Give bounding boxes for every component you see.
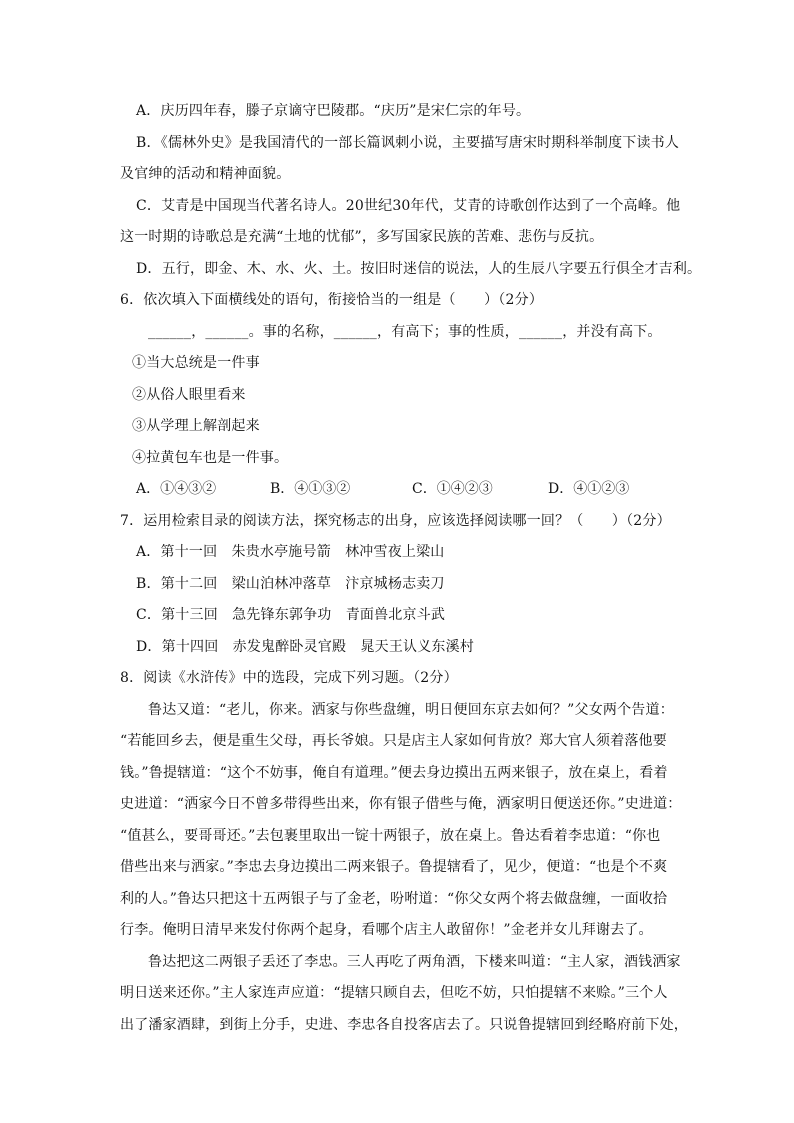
q8-passage-line-4: 史进道：“洒家今日不曾多带得些出来，你有银子借些与俺，洒家明日便送还你。”史进道： <box>120 796 682 812</box>
q8-passage-line-1: 鲁达又道：“老儿，你来。洒家与你些盘缠，明日便回东京去如何？”父女两个告道： <box>148 701 674 718</box>
q7-option-a: A．第十一回 朱贵水亭施号箭 林冲雪夜上梁山 <box>136 544 445 560</box>
q8-passage-line-7: 利的人。”鲁达只把这十五两银子与了金老，吩咐道：“你父女两个将去做盘缠，一面收拾 <box>120 890 668 907</box>
q6-choice-c: C．①④②③ <box>412 481 493 497</box>
q5-option-c-line1: C．艾青是中国现当代著名诗人。20世纪30年代，艾青的诗歌创作达到了一个高峰。他 <box>136 197 681 214</box>
q6-choice-b: B．④①③② <box>270 481 351 497</box>
q7-option-c: C．第十三回 急先锋东郭争功 青面兽北京斗武 <box>136 607 446 623</box>
q6-item-4: ④拉黄包车也是一件事。 <box>132 449 289 466</box>
q6-choices <box>0 474 794 506</box>
q8-stem: 8．阅读《水浒传》中的选段，完成下列习题。（2分） <box>120 670 458 686</box>
q8-passage-line-8: 行李。俺明日清早来发付你两个起身，看哪个店主人敢留你！”金老并女儿拜谢去了。 <box>120 922 653 938</box>
q8-passage-line-10: 明日送来还你。”主人家连声应道：“提辖只顾自去，但吃不妨，只怕提辖不来赊。”三个人 <box>120 985 668 1001</box>
q5-option-c-line2: 这一时期的诗歌总是充满“土地的忧郁”，多写国家民族的苦难、悲伤与反抗。 <box>120 229 604 245</box>
q8-passage-line-5: “值甚么，要哥哥还。”去包裹里取出一锭十两银子，放在桌上。鲁达看着李忠道：“你也 <box>120 827 661 844</box>
q8-passage-line-6: 借些出来与洒家。”李忠去身边摸出二两来银子。鲁提辖看了，见少，便道：“也是个不爽 <box>120 859 668 875</box>
q8-passage-line-2: “若能回乡去，便是重生父母，再长爷娘。只是店主人家如何肯放？郑大官人须着落他要 <box>120 733 667 749</box>
q5-option-b-line2: 及官绅的活动和精神面貌。 <box>120 166 291 182</box>
q7-stem: 7．运用检索目录的阅读方法，探究杨志的出身，应该选择阅读哪一回？（ ）（2分） <box>120 512 671 529</box>
q6-choice-d: D．④①②③ <box>548 481 630 497</box>
q7-option-b: B．第十二回 梁山泊林冲落草 汴京城杨志卖刀 <box>136 575 445 592</box>
exam-content <box>0 96 794 1041</box>
q8-passage-line-9: 鲁达把这二两银子丢还了李忠。三人再吃了两角酒，下楼来叫道：“主人家，酒钱洒家 <box>148 953 681 970</box>
q8-passage-line-3: 钱。”鲁提辖道：“这个不妨事，俺自有道理。”便去身边摸出五两来银子，放在桌上，看着 <box>120 764 668 781</box>
q6-stem: 6．依次填入下面横线处的语句，衔接恰当的一组是（ ）（2分） <box>120 292 544 308</box>
q8-passage-line-11: 出了潘家酒肆，到街上分手，史进、李忠各自投客店去了。只说鲁提辖回到经略府前下处， <box>120 1016 688 1033</box>
q6-item-3: ③从学理上解剖起来 <box>132 418 260 434</box>
q6-item-2: ②从俗人眼里看来 <box>132 386 246 403</box>
q6-blank-sentence: ______，______。事的名称，______，有高下；事的性质，______，并没有高下。 <box>148 323 662 340</box>
q5-option-d: D．五行，即金、木、水、火、土。按旧时迷信的说法，人的生辰八字要五行俱全才吉利。 <box>136 260 702 277</box>
q6-choice-a: A．①④③② <box>136 481 217 497</box>
q5-option-b-line1: B．《儒林外史》是我国清代的一部长篇讽刺小说，主要描写唐宋时期科举制度下读书人 <box>136 134 680 151</box>
q5-option-a: A．庆历四年春，滕子京谪守巴陵郡。“庆历”是宋仁宗的年号。 <box>136 103 531 119</box>
q7-option-d: D．第十四回 赤发鬼醉卧灵官殿 晁天王认义东溪村 <box>136 638 475 655</box>
q6-item-1: ①当大总统是一件事 <box>132 355 260 371</box>
